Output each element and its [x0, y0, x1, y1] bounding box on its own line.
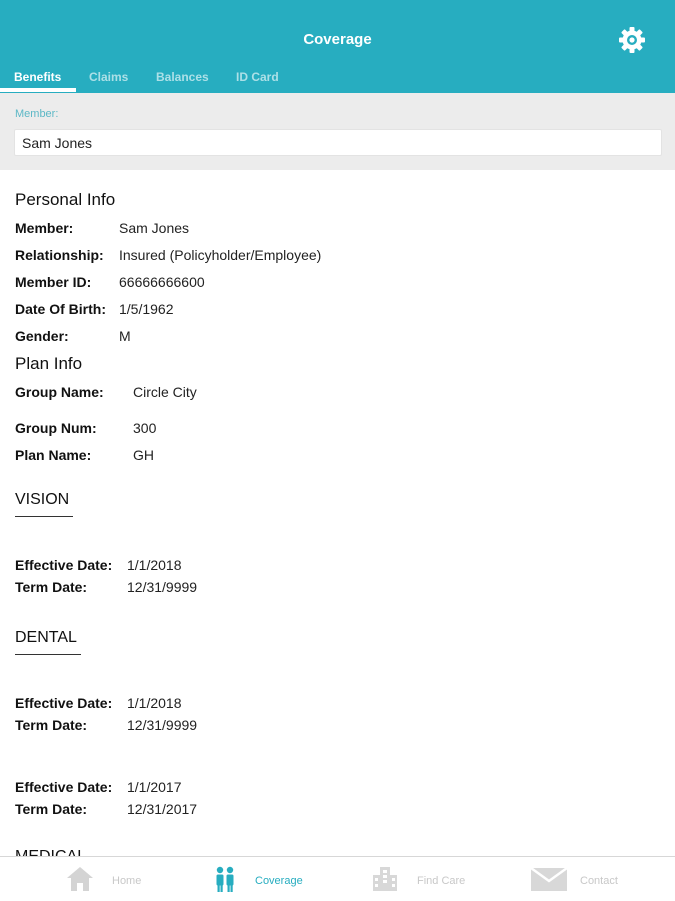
- nav-find-care[interactable]: [368, 857, 478, 901]
- nav-home[interactable]: [60, 857, 160, 901]
- tab-id-card[interactable]: ID Card: [236, 70, 279, 84]
- bottom-nav: [0, 856, 675, 900]
- dental-title: DENTAL: [15, 629, 77, 646]
- nav-find-care-label: Find Care: [417, 875, 466, 887]
- member-selector: [0, 93, 675, 170]
- nav-contact[interactable]: [528, 857, 638, 901]
- relationship-value: Insured (Policyholder/Employee): [119, 247, 322, 263]
- member-select-field[interactable]: Sam Jones: [14, 129, 662, 156]
- home-icon: [65, 865, 95, 893]
- nav-home-label: Home: [112, 875, 142, 887]
- member-id-value: 66666666600: [119, 274, 205, 290]
- building-icon: [371, 865, 399, 893]
- member-value: Sam Jones: [119, 220, 190, 236]
- dental-effective-value-1: 1/1/2018: [127, 695, 182, 711]
- vision-term-label: Term Date:: [15, 579, 88, 595]
- member-selector-label: Member:: [15, 108, 59, 120]
- benefits-content[interactable]: [0, 170, 675, 856]
- dental-term-value-2: 12/31/2017: [127, 801, 198, 817]
- personal-info-title: Personal Info: [15, 190, 116, 209]
- tab-bar: [0, 64, 675, 93]
- relationship-label: Relationship:: [15, 247, 104, 263]
- tab-benefits[interactable]: Benefits: [14, 70, 62, 84]
- group-name-value: Circle City: [133, 384, 197, 400]
- dental-effective-value-2: 1/1/2017: [127, 779, 182, 795]
- dental-effective-label-2: Effective Date:: [15, 779, 113, 795]
- gear-icon[interactable]: [617, 25, 647, 55]
- group-num-label: Group Num:: [15, 420, 97, 436]
- group-num-value: 300: [133, 420, 157, 436]
- family-icon: [212, 865, 238, 893]
- dob-label: Date Of Birth:: [15, 301, 106, 317]
- dental-term-label-1: Term Date:: [15, 717, 88, 733]
- member-label: Member:: [15, 220, 74, 236]
- plan-name-label: Plan Name:: [15, 447, 92, 463]
- dental-underline: [15, 654, 81, 655]
- nav-coverage-label: Coverage: [255, 875, 303, 887]
- plan-info-title: Plan Info: [15, 354, 83, 373]
- vision-term-value: 12/31/9999: [127, 579, 198, 595]
- member-id-label: Member ID:: [15, 274, 92, 290]
- active-tab-indicator: [0, 88, 76, 92]
- tab-claims[interactable]: Claims: [89, 70, 129, 84]
- plan-name-value: GH: [133, 447, 154, 463]
- dental-effective-label-1: Effective Date:: [15, 695, 113, 711]
- vision-title: VISION: [15, 491, 70, 508]
- group-name-label: Group Name:: [15, 384, 104, 400]
- dob-value: 1/5/1962: [119, 301, 174, 317]
- app-header: [0, 0, 675, 93]
- page-title: Coverage: [303, 31, 372, 48]
- tab-balances[interactable]: Balances: [156, 70, 209, 84]
- envelope-icon: [530, 865, 568, 893]
- dental-term-label-2: Term Date:: [15, 801, 88, 817]
- dental-term-value-1: 12/31/9999: [127, 717, 198, 733]
- gender-label: Gender:: [15, 328, 69, 344]
- nav-coverage[interactable]: [210, 857, 320, 901]
- vision-effective-value: 1/1/2018: [127, 557, 182, 573]
- vision-underline: [15, 516, 73, 517]
- vision-effective-label: Effective Date:: [15, 557, 113, 573]
- nav-contact-label: Contact: [580, 875, 618, 887]
- gender-value: M: [119, 328, 131, 344]
